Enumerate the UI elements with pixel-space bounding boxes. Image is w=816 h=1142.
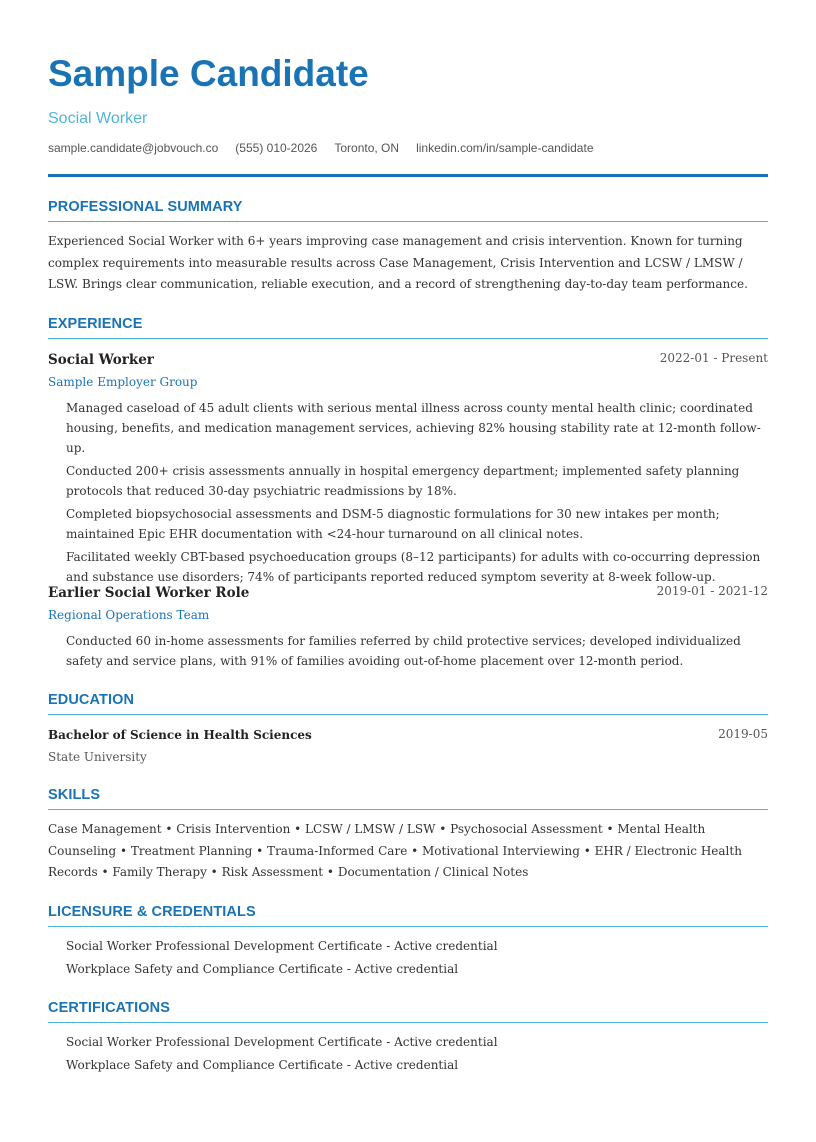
certification-item: Workplace Safety and Compliance Certificate - Active credential bbox=[66, 1058, 459, 1072]
licensure-item: Social Worker Professional Development Certificate - Active credential bbox=[66, 939, 498, 953]
skills-text: Case Management • Crisis Intervention • LCSW / LMSW / LSW • Psychosocial Assessment • Mental Health Counseling • Treatment Planning • Trauma-Informed Care • Motivational Interviewing • EHR / Electronic Health Records • Family Therapy • Risk Assessment • Documentation / Clinical Notes bbox=[48, 822, 742, 879]
job-bullet: Completed biopsychosocial assessments and DSM-5 diagnostic formulations for 30 new intakes per month; maintained Epic EHR documentation with <24-hour turnaround on all clinical notes. bbox=[66, 507, 720, 541]
certifications-list bbox=[66, 1032, 768, 1078]
contact-linkedin[interactable]: linkedin.com/in/sample-candidate bbox=[416, 141, 594, 155]
candidate-role: Social Worker bbox=[48, 110, 148, 127]
job-bullets bbox=[66, 631, 768, 674]
education-degree: Bachelor of Science in Health Sciences bbox=[48, 728, 312, 742]
section-title-education: EDUCATION bbox=[48, 690, 768, 715]
education-school: State University bbox=[48, 750, 147, 764]
job-bullet: Managed caseload of 45 adult clients with serious mental illness across county mental health clinic; coordinated housing, benefits, and medication management services, achieving 82% housing stability rate at 12-month follow-up. bbox=[66, 401, 761, 455]
job-company: Sample Employer Group bbox=[48, 375, 198, 389]
section-title-summary: PROFESSIONAL SUMMARY bbox=[48, 197, 768, 222]
job-dates: 2022-01 - Present bbox=[659, 351, 768, 365]
job-company: Regional Operations Team bbox=[48, 608, 210, 622]
contact-location: Toronto, ON bbox=[334, 141, 400, 155]
section-title-certifications: CERTIFICATIONS bbox=[48, 998, 768, 1023]
contact-email[interactable]: sample.candidate@jobvouch.co bbox=[48, 141, 219, 155]
candidate-name: Sample Candidate bbox=[48, 53, 369, 94]
job-bullet: Facilitated weekly CBT-based psychoeducation groups (8–12 participants) for adults with co-occurring depression and substance use disorders; 74% of participants reported reduced symptom severity at 8-week follow-up. bbox=[66, 550, 761, 584]
section-title-experience: EXPERIENCE bbox=[48, 314, 768, 339]
job-title: Earlier Social Worker Role bbox=[48, 585, 250, 601]
education-date: 2019-05 bbox=[718, 727, 768, 741]
section-title-skills: SKILLS bbox=[48, 785, 768, 810]
header-divider bbox=[48, 174, 768, 177]
contact-line bbox=[48, 140, 594, 156]
summary-text: Experienced Social Worker with 6+ years improving case management and crisis intervention. Known for turning complex requirements into measurable results across Case Management, Crisis Intervention and LCSW / LMSW / LSW. Brings clear communication, reliable execution, and a record of strengthening day-to-day team performance. bbox=[48, 234, 748, 291]
job-bullet: Conducted 60 in-home assessments for families referred by child protective services; developed individualized safety and service plans, with 91% of families avoiding out-of-home placement over 12-month period. bbox=[66, 634, 741, 668]
section-title-licensure: LICENSURE & CREDENTIALS bbox=[48, 902, 768, 927]
contact-phone: (555) 010-2026 bbox=[235, 141, 318, 155]
job-title: Social Worker bbox=[48, 352, 154, 368]
job-bullets bbox=[66, 398, 768, 590]
licensure-item: Workplace Safety and Compliance Certificate - Active credential bbox=[66, 962, 459, 976]
certification-item: Social Worker Professional Development Certificate - Active credential bbox=[66, 1035, 498, 1049]
job-bullet: Conducted 200+ crisis assessments annually in hospital emergency department; implemented safety planning protocols that reduced 30-day psychiatric readmissions by 18%. bbox=[66, 464, 740, 498]
licensure-list bbox=[66, 936, 768, 982]
job-dates: 2019-01 - 2021-12 bbox=[656, 584, 768, 598]
